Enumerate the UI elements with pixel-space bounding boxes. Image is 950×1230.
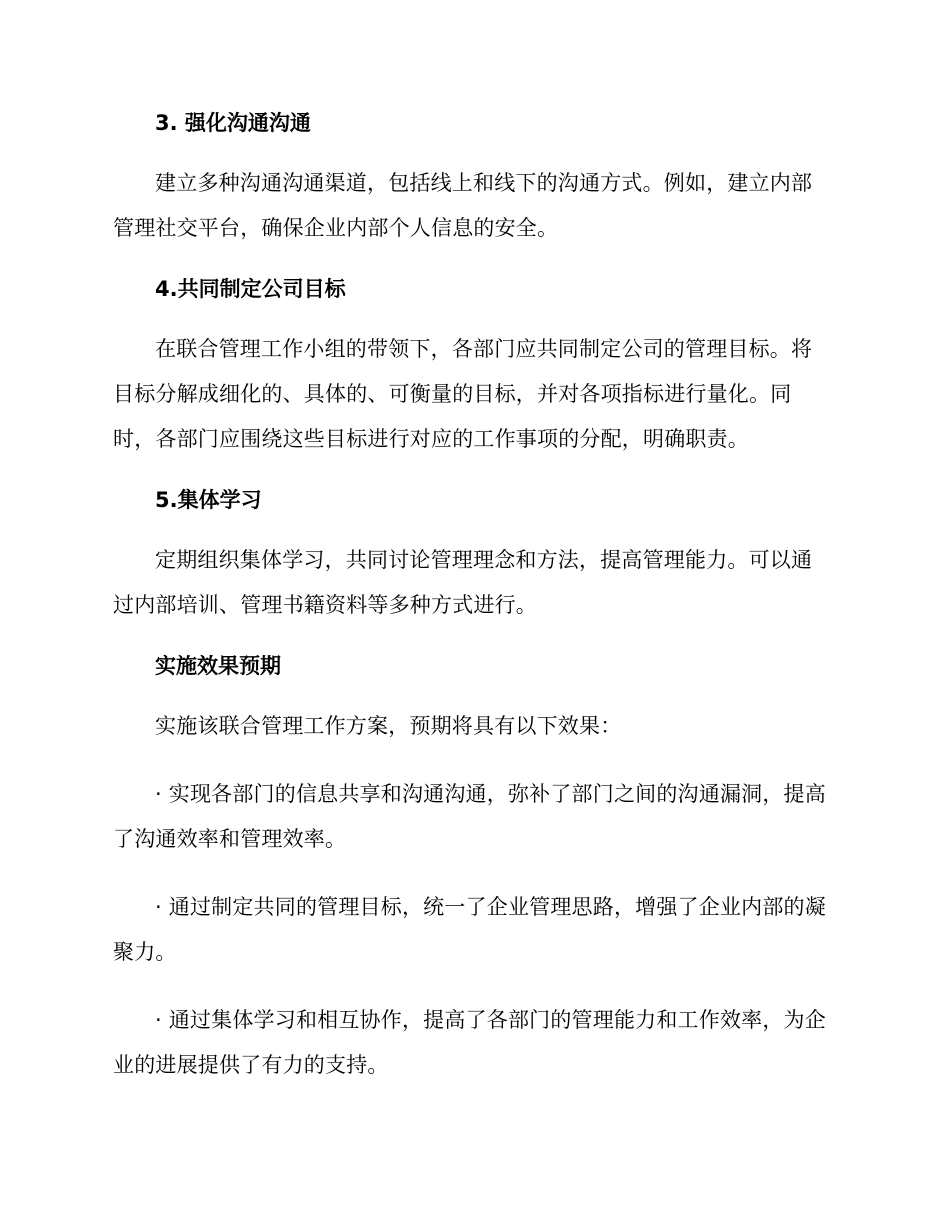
section-heading-expected-effects: 实施效果预期 (155, 654, 281, 678)
section-heading-collective-learning: 5.集体学习 (155, 488, 262, 512)
section-heading-company-goals: 4.共同制定公司目标 (155, 277, 346, 301)
paragraph-communication: 建立多种沟通沟通渠道，包括线上和线下的沟通方式。例如，建立内部管理社交平台，确保企业内部个人信息的安全。 (113, 171, 813, 240)
section-heading-communication: 3. 强化沟通沟通 (155, 111, 311, 135)
list-item-effect-collective-learning: · 通过集体学习和相互协作，提高了各部门的管理能力和工作效率，为企业的进展提供了有力的支持。 (113, 1008, 826, 1077)
paragraph-collective-learning: 定期组织集体学习，共同讨论管理理念和方法，提高管理能力。可以通过内部培训、管理书籍资料等多种方式进行。 (113, 548, 813, 617)
document-page (113, 108, 833, 1088)
paragraph-company-goals: 在联合管理工作小组的带领下，各部门应共同制定公司的管理目标。将目标分解成细化的、具体的、可衡量的目标，并对各项指标进行量化。同时，各部门应围绕这些目标进行对应的工作事项的分配，明确职责。 (113, 337, 813, 451)
paragraph-expected-effects-intro: 实施该联合管理工作方案，预期将具有以下效果： (155, 714, 622, 738)
list-item-effect-info-sharing: · 实现各部门的信息共享和沟通沟通，弥补了部门之间的沟通漏洞，提高了沟通效率和管理效率。 (113, 782, 826, 851)
list-item-effect-common-goals: · 通过制定共同的管理目标，统一了企业管理思路，增强了企业内部的凝聚力。 (113, 895, 826, 964)
